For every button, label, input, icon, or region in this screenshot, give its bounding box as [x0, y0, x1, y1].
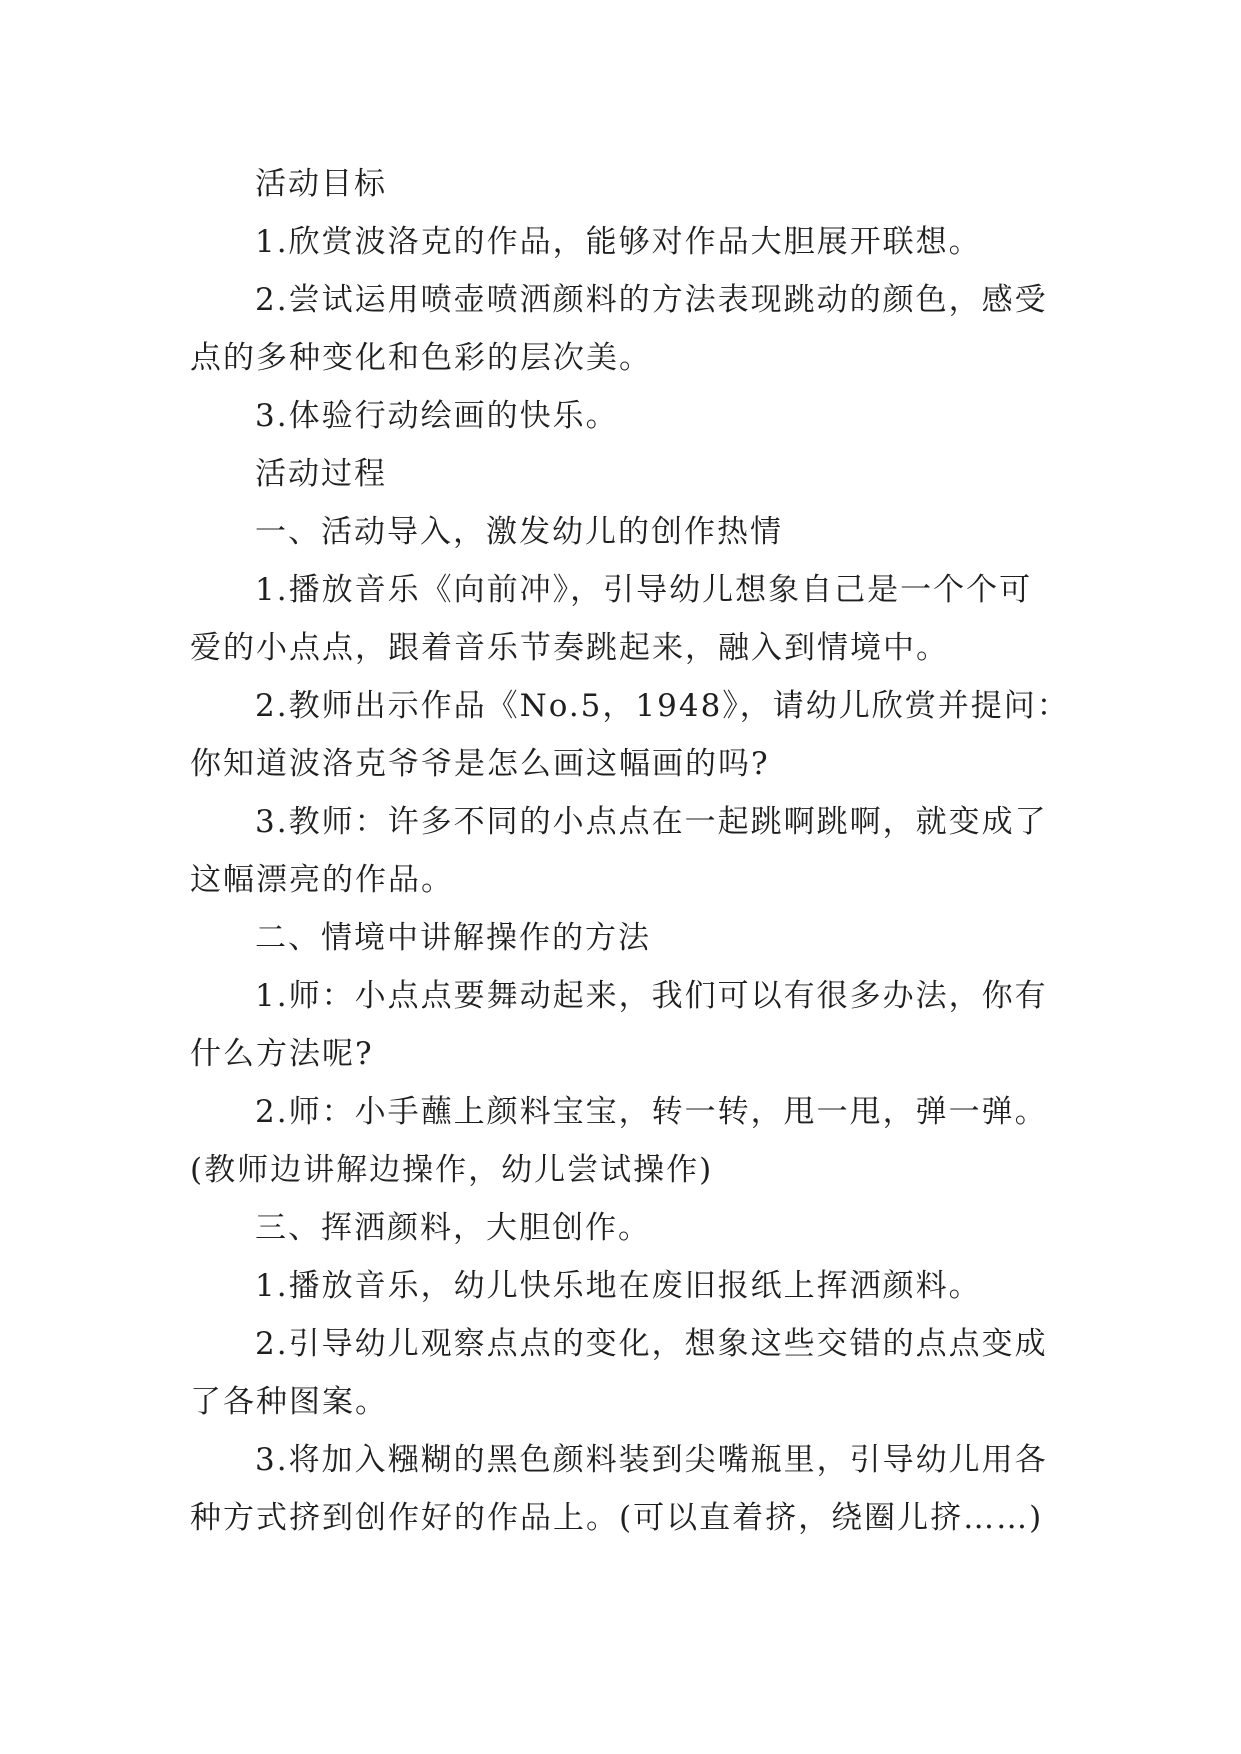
paragraph-line: 1.播放音乐，幼儿快乐地在废旧报纸上挥洒颜料。	[255, 1268, 982, 1304]
paragraph-line: 点的多种变化和色彩的层次美。	[190, 340, 652, 376]
subsection-heading: 三、挥洒颜料，大胆创作。	[255, 1210, 651, 1246]
section-heading-goals: 活动目标	[255, 166, 387, 202]
paragraph-line: 3.将加入糨糊的黑色颜料装到尖嘴瓶里，引导幼儿用各	[255, 1442, 1048, 1478]
paragraph-line: 2.教师出示作品《No.5，1948》，请幼儿欣赏并提问：	[255, 688, 1070, 724]
paragraph-line: 3.教师：许多不同的小点点在一起跳啊跳啊，就变成了	[255, 804, 1048, 840]
paragraph-line: 爱的小点点，跟着音乐节奏跳起来，融入到情境中。	[190, 630, 949, 666]
subsection-heading: 一、活动导入，激发幼儿的创作热情	[255, 514, 783, 550]
paragraph-line: 1.师：小点点要舞动起来，我们可以有很多办法，你有	[255, 978, 1048, 1014]
section-heading-process: 活动过程	[255, 456, 387, 492]
paragraph-line: 什么方法呢?	[190, 1036, 374, 1072]
paragraph-line: 2.引导幼儿观察点点的变化，想象这些交错的点点变成	[255, 1326, 1048, 1362]
paragraph-line: 2.师：小手蘸上颜料宝宝，转一转，甩一甩，弹一弹。	[255, 1094, 1048, 1130]
paragraph-line: 了各种图案。	[190, 1384, 388, 1420]
paragraph-line: 1.欣赏波洛克的作品，能够对作品大胆展开联想。	[255, 224, 982, 260]
subsection-heading: 二、情境中讲解操作的方法	[255, 920, 651, 956]
paragraph-line: (教师边讲解边操作，幼儿尝试操作)	[190, 1152, 714, 1188]
paragraph-line: 1.播放音乐《向前冲》，引导幼儿想象自己是一个个可	[255, 572, 1033, 608]
paragraph-line: 2.尝试运用喷壶喷洒颜料的方法表现跳动的颜色，感受	[255, 282, 1048, 318]
paragraph-line: 这幅漂亮的作品。	[190, 862, 454, 898]
paragraph-line: 3.体验行动绘画的快乐。	[255, 398, 619, 434]
paragraph-line: 你知道波洛克爷爷是怎么画这幅画的吗?	[190, 746, 770, 782]
paragraph-line: 种方式挤到创作好的作品上。(可以直着挤，绕圈儿挤……)	[190, 1500, 1044, 1536]
